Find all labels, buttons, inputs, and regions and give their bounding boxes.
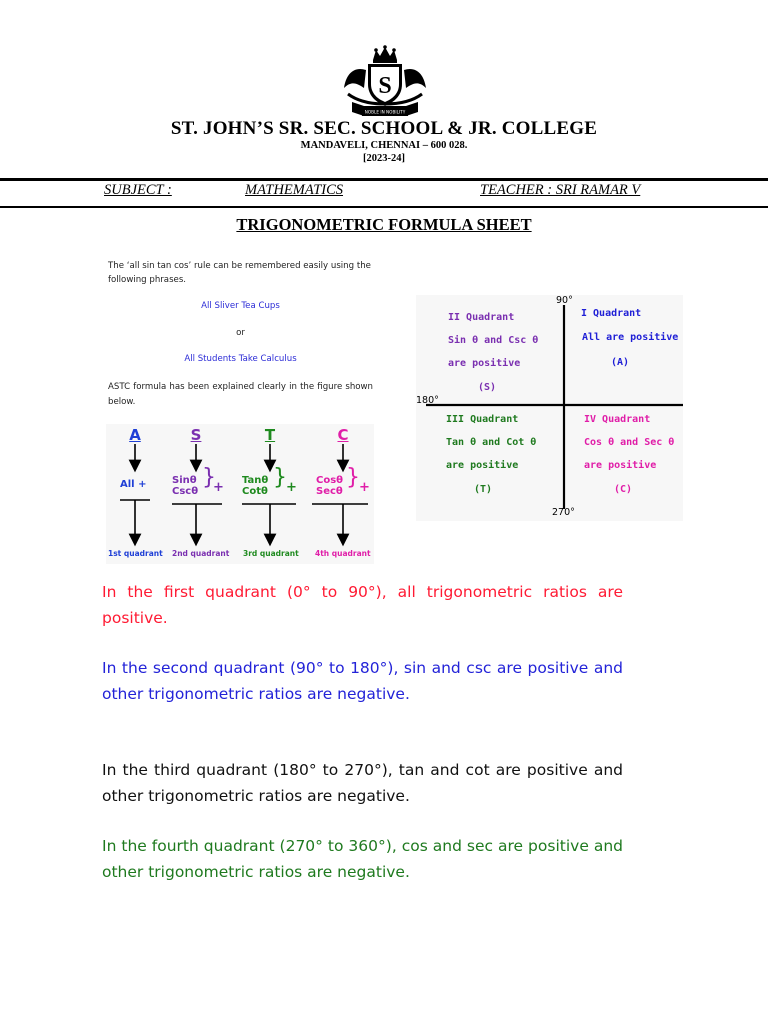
q4-letter: (C) bbox=[614, 484, 633, 495]
astc-quadrant-1: 1st quadrant bbox=[108, 549, 163, 558]
astc-brace-t: } bbox=[273, 465, 287, 490]
label-90-deg: 90° bbox=[556, 295, 573, 306]
school-crest-logo bbox=[338, 44, 432, 120]
astc-letter-t: T bbox=[264, 426, 276, 444]
astc-quadrant-4: 4th quadrant bbox=[315, 549, 371, 558]
q4-functions: Cos θ and Sec θ bbox=[584, 437, 675, 448]
astc-tan: Tanθ bbox=[242, 475, 269, 486]
q4-rule: are positive bbox=[584, 460, 657, 471]
q4-title: IV Quadrant bbox=[584, 414, 651, 425]
q3-title: III Quadrant bbox=[446, 414, 519, 425]
statement-first-quadrant: In the first quadrant (0° to 90°), all trigonometric ratios are positive. bbox=[102, 583, 623, 627]
teacher-name: TEACHER : SRI RAMAR V bbox=[480, 182, 641, 198]
svg-text:S: S bbox=[378, 73, 392, 99]
astc-tan-cot bbox=[242, 475, 268, 497]
mnemonic-phrase-2: All Students Take Calculus bbox=[184, 354, 297, 364]
subject-label: SUBJECT : bbox=[104, 182, 172, 198]
academic-year: [2023-24] bbox=[363, 153, 405, 164]
astc-letter-s: S bbox=[190, 426, 202, 444]
header-rule-bottom bbox=[0, 206, 768, 208]
mnemonic-or: or bbox=[236, 328, 245, 338]
statement-third-quadrant: In the third quadrant (180° to 270°), tan and cot are positive and other trigonometric ratios are negative. bbox=[102, 761, 623, 805]
quadrant-figure bbox=[416, 295, 683, 521]
astc-cos-sec bbox=[316, 475, 343, 497]
q3-functions: Tan θ and Cot θ bbox=[446, 437, 537, 448]
mnemonic-phrase-1: All Sliver Tea Cups bbox=[201, 301, 280, 311]
astc-csc: Cscθ bbox=[172, 486, 199, 497]
astc-letter-c: C bbox=[337, 426, 349, 444]
astc-sin: Sinθ bbox=[172, 475, 197, 486]
statement-fourth-quadrant: In the fourth quadrant (270° to 360°), cos and sec are positive and other trigonometric ratios are negative. bbox=[102, 837, 623, 881]
q1-title: I Quadrant bbox=[581, 308, 642, 319]
header-rule-top bbox=[0, 178, 768, 181]
astc-letter-a: A bbox=[129, 426, 141, 444]
logo-motto: NOBLE IN NOBILITY bbox=[364, 109, 406, 115]
subject-value: MATHEMATICS bbox=[245, 182, 344, 198]
school-address: MANDAVELI, CHENNAI – 600 028. bbox=[300, 140, 468, 151]
q1-rule: All are positive bbox=[582, 332, 679, 343]
astc-sin-csc bbox=[172, 475, 198, 497]
q3-rule: are positive bbox=[446, 460, 519, 471]
sheet-title: TRIGONOMETRIC FORMULA SHEET bbox=[236, 215, 532, 234]
astc-brace-s: } bbox=[202, 465, 216, 490]
school-name: ST. JOHN’S SR. SEC. SCHOOL & JR. COLLEGE bbox=[170, 118, 598, 139]
q2-functions: Sin θ and Csc θ bbox=[448, 335, 539, 346]
astc-all: All + bbox=[120, 479, 147, 490]
astc-sec: Secθ bbox=[316, 486, 343, 497]
astc-plus-c: + bbox=[359, 480, 370, 495]
astc-brace-c: } bbox=[346, 465, 360, 490]
q3-letter: (T) bbox=[474, 484, 493, 495]
astc-quadrant-2: 2nd quadrant bbox=[172, 549, 230, 558]
q2-letter: (S) bbox=[478, 382, 497, 393]
intro-text: The ‘all sin tan cos’ rule can be remembered easily using the following phrases. bbox=[108, 261, 371, 285]
label-180-deg: 180° bbox=[416, 395, 439, 406]
q1-letter: (A) bbox=[611, 357, 630, 368]
astc-cot: Cotθ bbox=[242, 486, 268, 497]
quadrant-axes bbox=[416, 295, 683, 521]
astc-plus-s: + bbox=[213, 480, 224, 495]
astc-plus-t: + bbox=[286, 480, 297, 495]
astc-cos: Cosθ bbox=[316, 475, 344, 486]
astc-figure bbox=[106, 424, 374, 564]
q2-title: II Quadrant bbox=[448, 312, 515, 323]
label-270-deg: 270° bbox=[552, 507, 575, 518]
astc-quadrant-3: 3rd quadrant bbox=[243, 549, 299, 558]
astc-explanation: ASTC formula has been explained clearly in the figure shown below. bbox=[108, 382, 373, 407]
statement-second-quadrant: In the second quadrant (90° to 180°), sin and csc are positive and other trigonometric ratios are negative. bbox=[102, 659, 623, 703]
q2-rule: are positive bbox=[448, 358, 521, 369]
